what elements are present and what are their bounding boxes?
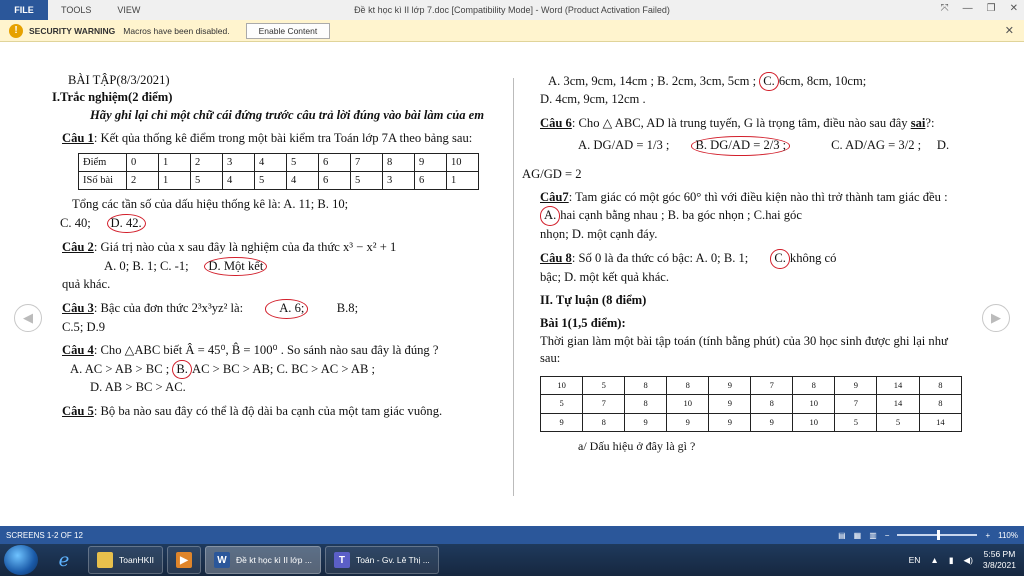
table-cell: 9 <box>709 395 751 413</box>
question-6-sai: sai <box>910 115 926 130</box>
media-player-icon: ▶ <box>176 552 192 568</box>
file-tab[interactable]: FILE <box>0 0 48 20</box>
previous-screen-icon[interactable]: ◀ <box>14 304 42 332</box>
zoom-out-icon[interactable]: − <box>884 530 890 540</box>
network-icon[interactable]: ▮ <box>948 554 954 565</box>
table-cell: 2 <box>127 172 159 190</box>
table-cell: 1 <box>159 172 191 190</box>
table-cell: 10 <box>447 153 479 171</box>
table-cell: 8 <box>919 376 961 394</box>
circled-answer: D. 42. <box>107 214 146 233</box>
taskbar-button-word[interactable] <box>205 546 321 574</box>
table-cell: 9 <box>667 413 709 431</box>
table-row <box>541 395 962 413</box>
table-cell: 9 <box>709 376 751 394</box>
question-4-label: Câu 4 <box>62 343 94 358</box>
question-6-label: Câu 6 <box>540 115 572 130</box>
table-cell: 14 <box>877 376 919 394</box>
table-cell: 3 <box>383 172 415 190</box>
internet-explorer-icon[interactable]: ℯ <box>58 549 70 570</box>
table-cell: 10 <box>793 395 835 413</box>
table-cell: 8 <box>625 395 667 413</box>
option-d: D. <box>936 138 950 153</box>
folder-icon <box>97 552 113 568</box>
exercise-1-text: Thời gian làm một bài tập toán (tính bằng phút) của 30 học sinh được ghi lại như sau: <box>540 333 948 366</box>
question-1-options-cd <box>52 214 490 233</box>
option-bc: AC > BC > AB; C. BC > AC > AB ; <box>191 361 376 376</box>
left-column <box>52 72 490 420</box>
circled-answer: B. <box>172 360 192 379</box>
table-cell: 3 <box>223 153 255 171</box>
table-cell: 5 <box>877 413 919 431</box>
next-screen-icon[interactable]: ▶ <box>982 304 1010 332</box>
question-5-text: : Bộ ba nào sau đây có thể là độ dài ba cạnh của một tam giác vuông. <box>93 403 443 418</box>
minimize-icon[interactable]: — <box>962 3 973 14</box>
question-3-options-cd: C.5; D.9 <box>62 319 106 334</box>
table-row <box>541 376 962 394</box>
view-tab[interactable]: VIEW <box>117 5 141 15</box>
read-mode-icon[interactable]: ▤ <box>838 530 846 540</box>
question-1-label: Câu 1 <box>62 131 94 146</box>
taskbar-button-media[interactable] <box>167 546 201 574</box>
question-5-option-d: D. 4cm, 9cm, 12cm . <box>540 92 646 107</box>
table-cell: 6 <box>319 153 351 171</box>
table-cell: 8 <box>583 413 625 431</box>
table-cell: 10 <box>793 413 835 431</box>
table-cell: 6 <box>319 172 351 190</box>
clock[interactable] <box>983 549 1016 571</box>
option-c-text: không có <box>789 251 837 266</box>
circled-answer: C. <box>770 249 790 268</box>
document-title: Đề kt học kì II lớp 7.doc [Compatibility Mode] - Word (Product Activation Failed) <box>354 5 670 15</box>
question-3-label: Câu 3 <box>62 301 94 316</box>
table-cell: 7 <box>351 153 383 171</box>
question-4 <box>52 342 490 359</box>
question-7-options-text: hai cạnh bằng nhau ; B. ba góc nhọn ; C.hai góc <box>560 208 802 223</box>
clock-time: 5:56 PM <box>983 549 1016 559</box>
question-7-tail: nhọn; D. một cạnh đáy. <box>540 226 658 241</box>
system-tray <box>909 549 1016 571</box>
security-warning-bar <box>0 20 1024 42</box>
question-4-option-d: D. AB > BC > AC. <box>90 380 186 395</box>
table-cell: 5 <box>541 395 583 413</box>
document-page <box>0 42 1024 526</box>
table-cell: 8 <box>751 395 793 413</box>
window-controls <box>941 3 1018 14</box>
question-6-options <box>522 136 962 155</box>
question-5-options <box>522 72 962 91</box>
status-right <box>838 531 1018 540</box>
table-cell: Điểm <box>79 153 127 171</box>
teams-icon: T <box>334 552 350 568</box>
question-5-label: Câu 5 <box>62 403 94 418</box>
question-7-options <box>522 206 962 225</box>
taskbar <box>0 544 1024 576</box>
circled-answer: D. Một kết <box>204 257 267 276</box>
question-7-text: : Tam giác có một góc 60° thì với điều kiện nào thì trở thành tam giác đều : <box>568 190 948 205</box>
table-cell: 7 <box>751 376 793 394</box>
question-5 <box>52 403 490 420</box>
tray-arrow-icon[interactable]: ▲ <box>930 555 939 565</box>
table-cell: 9 <box>415 153 447 171</box>
table-cell: 5 <box>835 413 877 431</box>
start-button[interactable] <box>4 545 38 575</box>
table-cell: 9 <box>751 413 793 431</box>
table-cell: 5 <box>351 172 383 190</box>
table-cell: 8 <box>667 376 709 394</box>
table-cell: 7 <box>835 395 877 413</box>
web-layout-icon[interactable]: ▥ <box>869 530 877 540</box>
question-2-options-abc: A. 0; B. 1; C. -1; <box>104 258 189 273</box>
restore-icon[interactable]: ❐ <box>986 3 996 14</box>
option-ab: A. 3cm, 9cm, 14cm ; B. 2cm, 3cm, 5cm ; <box>548 74 757 88</box>
question-2-options <box>52 257 490 276</box>
table-cell: 5 <box>255 172 287 190</box>
question-2-text: : Giá trị nào của x sau đây là nghiệm của đa thức x³ − x² + 1 <box>93 240 397 255</box>
table-cell: 5 <box>191 172 223 190</box>
table-row <box>541 413 962 431</box>
language-indicator[interactable]: EN <box>908 555 921 565</box>
column-divider <box>513 78 514 496</box>
table-cell: 2 <box>191 153 223 171</box>
circled-answer: B. DG/AD = 2/3 ; <box>691 136 790 155</box>
table-cell: 0 <box>127 153 159 171</box>
table-cell: 8 <box>793 376 835 394</box>
table-cell: 14 <box>877 395 919 413</box>
table-row <box>79 153 479 171</box>
circled-answer: A. 6; <box>265 299 308 318</box>
warning-icon: ! <box>9 24 23 38</box>
table-cell: 6 <box>415 172 447 190</box>
zoom-slider[interactable] <box>897 534 977 536</box>
taskbar-button-label: ToanHKII <box>119 555 154 565</box>
security-warning-title: SECURITY WARNING <box>29 25 116 36</box>
print-layout-icon[interactable]: ▦ <box>853 530 862 540</box>
taskbar-button-label: Toán - Gv. Lê Thị ... <box>355 555 430 565</box>
table-cell: ISố bài <box>79 172 127 190</box>
clock-date: 3/8/2021 <box>982 560 1016 570</box>
circled-answer: A. <box>540 206 560 225</box>
table-cell: 4 <box>287 172 319 190</box>
table-cell: 5 <box>583 376 625 394</box>
exercise-1-heading: Bài 1(1,5 điểm): <box>540 316 626 331</box>
section-1-heading: I.Trắc nghiệm(2 điểm) <box>52 90 173 105</box>
question-4-text: : Cho △ABC biết Â = 45⁰, B̂ = 100⁰ . So sánh nào sau đây là đúng ? <box>93 343 439 358</box>
table-cell: 4 <box>223 172 255 190</box>
security-warning-message: Macros have been disabled. <box>123 25 230 36</box>
score-table <box>78 153 479 191</box>
word-icon: W <box>214 552 230 568</box>
volume-icon[interactable]: ◀) <box>963 554 973 565</box>
table-cell: 10 <box>667 395 709 413</box>
question-7-label: Câu7 <box>540 190 569 205</box>
table-cell: 4 <box>255 153 287 171</box>
table-row <box>79 172 479 190</box>
option-a: A. AC > AB > BC ; <box>70 361 170 376</box>
table-cell: 8 <box>625 376 667 394</box>
question-2-tail: quả khác. <box>62 277 111 292</box>
question-1 <box>52 130 490 147</box>
taskbar-button-folder[interactable] <box>88 546 163 574</box>
question-2 <box>52 239 490 256</box>
circled-answer: C. <box>759 72 779 91</box>
question-1-text: : Kết qủa thống kê điểm trong một bài kiểm tra Toán lớp 7A theo bảng sau: <box>93 131 473 146</box>
option-a: A. DG/AD = 1/3 ; <box>578 138 670 153</box>
option-c-text: 6cm, 8cm, 10cm; <box>778 74 867 88</box>
question-6-text: : Cho △ ABC, AD là trung tuyến, G là trọng tâm, điều nào sau đây <box>571 115 911 130</box>
zoom-in-icon[interactable]: + <box>985 530 991 540</box>
tools-tab[interactable]: TOOLS <box>61 5 92 15</box>
option-c: C. AD/AG = 3/2 ; <box>831 138 922 153</box>
taskbar-button-teams[interactable] <box>325 546 439 574</box>
question-3-text: : Bậc của đơn thức 2³x³yz² là: <box>93 301 244 316</box>
table-cell: 8 <box>383 153 415 171</box>
screens-indicator: SCREENS 1-2 OF 12 <box>6 530 83 540</box>
close-icon[interactable]: ✕ <box>1009 3 1018 14</box>
table-cell: 9 <box>541 413 583 431</box>
zoom-slider-thumb[interactable] <box>937 530 940 540</box>
table-cell: 9 <box>625 413 667 431</box>
zoom-level[interactable]: 110% <box>998 530 1018 540</box>
title-bar <box>0 0 1024 20</box>
table-cell: 5 <box>287 153 319 171</box>
question-6-end: ?: <box>925 115 935 130</box>
right-column <box>522 72 962 455</box>
close-warning-icon[interactable]: ✕ <box>1004 25 1014 37</box>
question-2-label: Câu 2 <box>62 240 94 255</box>
table-cell: 9 <box>709 413 751 431</box>
question-8-tail: bậc; D. một kết quả khác. <box>540 269 670 284</box>
table-cell: 7 <box>583 395 625 413</box>
question-4-options <box>52 360 490 379</box>
status-bar <box>0 526 1024 544</box>
read-options-icon[interactable]: ⤧ <box>940 3 949 14</box>
table-cell: 10 <box>541 376 583 394</box>
table-cell: 1 <box>159 153 191 171</box>
enable-content-button[interactable]: Enable Content <box>246 23 331 39</box>
question-8-label: Câu 8 <box>540 251 572 266</box>
question-7 <box>522 189 962 206</box>
table-cell: 8 <box>919 395 961 413</box>
question-8-text: : Số 0 là đa thức có bậc: A. 0; B. 1; <box>571 251 749 266</box>
question-a: a/ Dấu hiệu ở đây là gì ? <box>578 438 696 453</box>
question-8 <box>522 249 962 268</box>
question-6-option-d-formula: AG/GD = 2 <box>522 166 582 181</box>
exercise-heading: BÀI TẬP(8/3/2021) <box>68 73 170 87</box>
question-3 <box>52 299 490 318</box>
time-table <box>540 376 962 432</box>
taskbar-button-label: Đề kt học kì II lớp ... <box>235 555 312 565</box>
option-c: C. 40; <box>60 215 91 230</box>
table-cell: 1 <box>447 172 479 190</box>
table-cell: 14 <box>919 413 961 431</box>
option-b: B.8; <box>336 301 359 316</box>
section-2-heading: II. Tự luận (8 điểm) <box>540 293 647 308</box>
question-6 <box>522 115 962 132</box>
instruction: Hãy ghi lại chỉ một chữ cái đứng trước câu trả lời đúng vào bài làm của em <box>90 107 485 122</box>
question-1-ask: Tổng các tần số của dấu hiệu thống kê là: A. 11; B. 10; <box>72 197 349 212</box>
table-cell: 9 <box>835 376 877 394</box>
